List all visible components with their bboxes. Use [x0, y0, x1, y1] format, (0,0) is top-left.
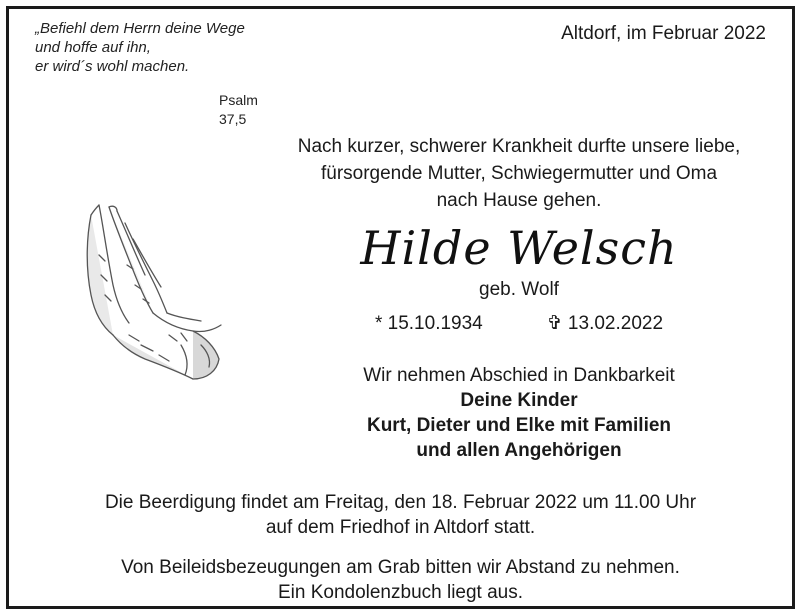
obituary-frame [6, 6, 795, 609]
death-date: ✞ 13.02.2022 [546, 313, 664, 334]
place-date: Altdorf, im Februar 2022 [561, 23, 766, 44]
condolence-line: Ein Kondolenzbuch liegt aus. [277, 582, 524, 603]
signatory-line: und allen Angehörigen [416, 440, 622, 461]
condolence-notice [9, 555, 792, 605]
intro-line: nach Hause gehen. [436, 190, 602, 211]
bible-verse [35, 19, 258, 127]
funeral-notice [9, 490, 792, 540]
funeral-line: Die Beerdigung findet am Freitag, den 18. Februar 2022 um 11.00 Uhr [104, 492, 697, 513]
deceased-name: Hilde Welsch [360, 221, 678, 275]
verse-line: er wird´s wohl machen. [35, 58, 190, 75]
verse-line: „Befiehl dem Herrn deine Wege [35, 20, 245, 37]
closing-block [254, 363, 784, 463]
life-dates [254, 312, 784, 335]
signatory-line: Deine Kinder [460, 390, 578, 411]
closing-intro: Wir nehmen Abschied in Dankbarkeit [363, 365, 675, 386]
funeral-line: auf dem Friedhof in Altdorf statt. [265, 517, 536, 538]
intro-line: Nach kurzer, schwerer Krankheit durfte unsere liebe, [297, 136, 741, 157]
verse-line: und hoffe auf ihn, [35, 39, 151, 56]
intro-line: fürsorgende Mutter, Schwiegermutter und Oma [320, 163, 718, 184]
intro-text [254, 133, 784, 214]
maiden-name: geb. Wolf [479, 279, 559, 300]
condolence-line: Von Beileidsbezeugungen am Grab bitten wir Abstand zu nehmen. [121, 557, 680, 578]
birth-date: * 15.10.1934 [374, 313, 483, 334]
verse-reference: Psalm 37,5 [219, 92, 258, 127]
signatory-line: Kurt, Dieter und Elke mit Familien [366, 415, 672, 436]
praying-hands-icon [69, 195, 229, 395]
